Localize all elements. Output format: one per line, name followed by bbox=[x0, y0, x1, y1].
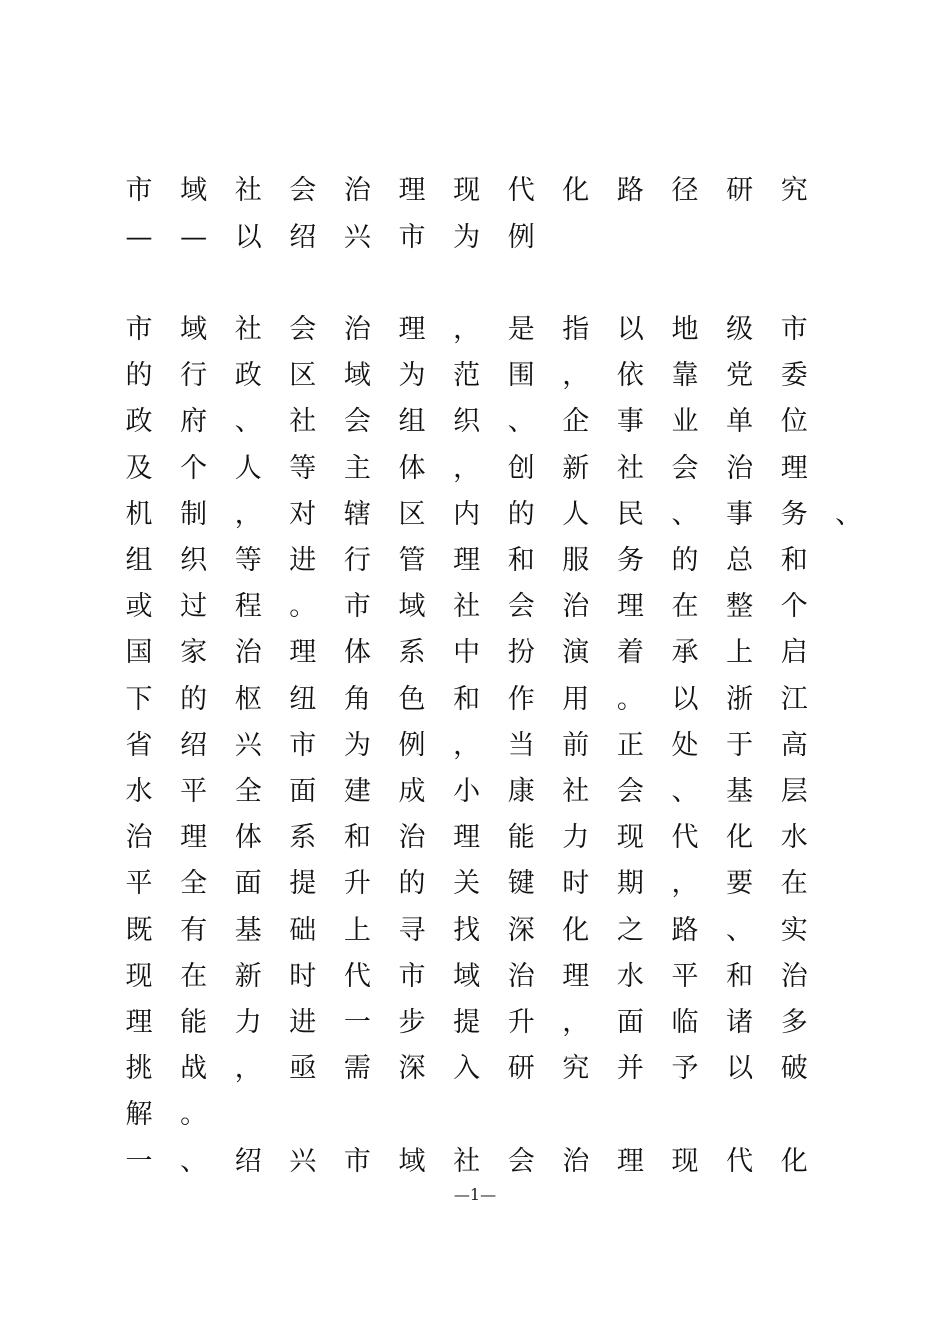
document-page: 市 域 社 会 治 理 现 代 化 路 径 研 究 — — 以 绍 兴 市 为 例 市 域 社 会 治 理 ， 是 指 以 地 级 市 的 行 政 区 域 为 范 围 ， 依 靠 党 委 政 府 、 社 会 组 织 、 企 事 业 单 位 及 个 人 等 主 体 ， 创 新 社 会 治 理 机 制 ， 对 辖 区 内 的 人 民 、 事 务 、 组 织 等 进 行 管 理 和 服 务 的 总 和 或 过 程 。 市 域 社 会 治 理 在 整 个 国 家 治 理 体 系 中 扮 演 着 承 上 启 下 的 枢 纽 角 色 和 作 用 。 以 浙 江 省 绍 兴 市 为 例 ， 当 前 正 处 于 高 水 平 全 面 建 成 小 康 社 会 、 基 层 治 理 体 系 和 治 理 能 力 现 代 化 水 平 全 面 提 升 的 关 键 时 期 ， 要 在 既 有 基 础 上 寻 找 深 化 之 路 、 实 现 在 新 时 代 市 域 治 理 水 平 和 治 理 能 力 进 一 步 提 升 ， 面 临 诸 多 挑 战 ， 亟 需 深 入 研 究 并 予 以 破 解 。 一 、 绍 兴 市 域 社 会 治 理 现 代 化 —1— bbox=[0, 0, 950, 1344]
page-number: —1— bbox=[453, 1185, 497, 1204]
